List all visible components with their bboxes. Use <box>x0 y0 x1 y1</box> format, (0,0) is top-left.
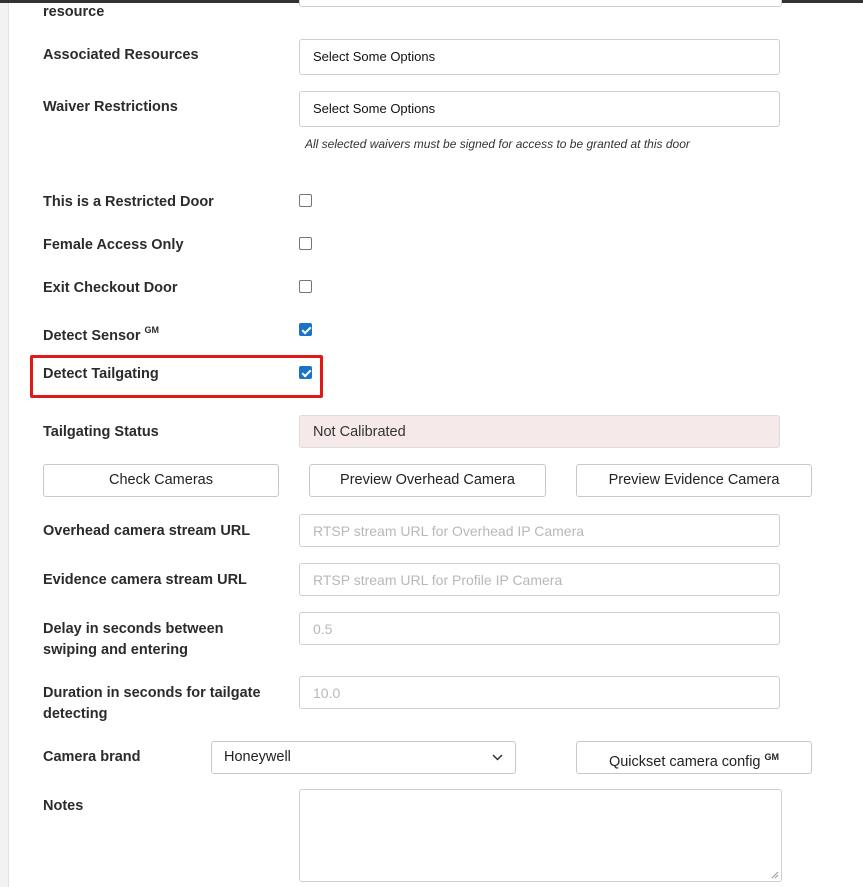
waiver-restrictions-label: Waiver Restrictions <box>43 99 178 115</box>
preview-evidence-camera-button[interactable]: Preview Evidence Camera <box>576 464 812 497</box>
restricted-door-checkbox[interactable] <box>299 194 312 207</box>
gm-badge: GM <box>144 325 160 335</box>
quickset-camera-config-button[interactable] <box>576 741 812 774</box>
resource-label: resource <box>43 4 105 20</box>
associated-resources-label: Associated Resources <box>43 47 199 63</box>
overhead-url-label: Overhead camera stream URL <box>43 523 251 539</box>
waiver-hint: All selected waivers must be signed for access to be granted at this door <box>305 137 690 151</box>
tailgating-status-value: Not Calibrated <box>299 415 780 448</box>
resize-handle-icon[interactable] <box>771 871 779 879</box>
quickset-label: Quickset camera config <box>608 753 761 770</box>
check-cameras-button[interactable]: Check Cameras <box>43 464 279 497</box>
detect-sensor-label <box>43 321 159 347</box>
detect-tailgating-checkbox[interactable] <box>299 366 312 379</box>
evidence-url-input[interactable]: RTSP stream URL for Profile IP Camera <box>299 563 780 596</box>
delay-label-line2: swiping and entering <box>43 642 189 658</box>
exit-checkout-checkbox[interactable] <box>299 280 312 293</box>
notes-label: Notes <box>43 798 84 814</box>
detect-tailgating-label: Detect Tailgating <box>43 366 159 382</box>
waiver-restrictions-select[interactable]: Select Some Options <box>299 91 780 127</box>
preview-overhead-camera-button[interactable]: Preview Overhead Camera <box>309 464 546 497</box>
overhead-url-input[interactable]: RTSP stream URL for Overhead IP Camera <box>299 514 780 547</box>
duration-input[interactable]: 10.0 <box>299 676 780 709</box>
detect-sensor-checkbox[interactable] <box>299 323 312 336</box>
camera-brand-value: Honeywell <box>224 749 291 765</box>
associated-resources-select[interactable]: Select Some Options <box>299 39 780 75</box>
gm-badge: GM <box>764 752 780 762</box>
notes-textarea[interactable] <box>299 789 782 882</box>
evidence-url-label: Evidence camera stream URL <box>43 572 247 588</box>
delay-input[interactable]: 0.5 <box>299 612 780 645</box>
exit-checkout-label: Exit Checkout Door <box>43 280 178 296</box>
duration-label-line2: detecting <box>43 706 108 722</box>
female-access-label: Female Access Only <box>43 237 184 253</box>
resource-field[interactable] <box>299 0 782 7</box>
camera-brand-label: Camera brand <box>43 749 141 765</box>
restricted-door-label: This is a Restricted Door <box>43 194 214 210</box>
delay-label-line1: Delay in seconds between <box>43 621 224 637</box>
tailgating-status-label: Tailgating Status <box>43 424 159 440</box>
camera-brand-select[interactable] <box>211 741 516 774</box>
detect-sensor-text: Detect Sensor <box>43 327 141 344</box>
duration-label-line1: Duration in seconds for tailgate <box>43 685 261 701</box>
female-access-checkbox[interactable] <box>299 237 312 250</box>
